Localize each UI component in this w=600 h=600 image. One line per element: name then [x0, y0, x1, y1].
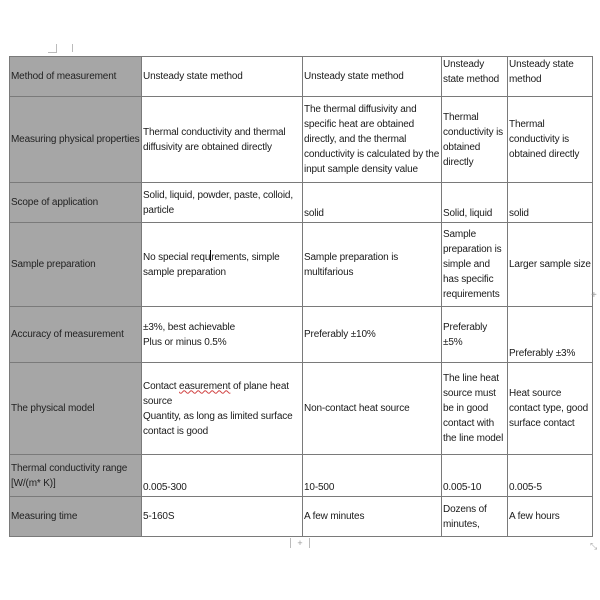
table-cell[interactable]: solid	[508, 183, 593, 223]
table-row	[10, 363, 593, 455]
cell-line: Plus or minus 0.5%	[143, 336, 227, 348]
cell-text: Contact	[143, 380, 180, 392]
row-label: Scope of application	[10, 183, 142, 223]
page-corner-mark	[72, 44, 74, 52]
cell-line	[143, 379, 301, 409]
add-column-handle[interactable]: +	[591, 290, 597, 301]
table-cell[interactable]: A few minutes	[303, 497, 442, 537]
table-cell[interactable]	[142, 223, 303, 307]
row-label: Method of measurement	[10, 57, 142, 97]
row-label: Measuring physical properties	[10, 97, 142, 183]
cell-line: Quantity, as long as limited surface contact is good	[143, 410, 293, 437]
row-label: The physical model	[10, 363, 142, 455]
table-cell[interactable]: Thermal conductivity is obtained directly	[442, 97, 508, 183]
cell-text: rements, simple sample preparation	[143, 251, 280, 278]
table-cell[interactable]: Dozens of minutes,	[442, 497, 508, 537]
table-cell[interactable]: Solid, liquid, powder, paste, colloid, particle	[142, 183, 303, 223]
table-cell[interactable]: Thermal conductivity is obtained directly	[508, 97, 593, 183]
table-cell[interactable]: Sample preparation is multifarious	[303, 223, 442, 307]
table-cell[interactable]: Preferably ±5%	[442, 307, 508, 363]
cell-line: ±3%, best achievable	[143, 321, 235, 333]
table-row	[10, 307, 593, 363]
table-cell[interactable]: Preferably ±3%	[508, 307, 593, 363]
table-row	[10, 455, 593, 497]
table-cell[interactable]: The line heat source must be in good contact with the line model	[442, 363, 508, 455]
spelling-error-word[interactable]: easurement	[179, 380, 231, 392]
row-label: Sample preparation	[10, 223, 142, 307]
table-cell[interactable]: Unsteady state method	[142, 57, 303, 97]
cell-text: No special requ	[143, 251, 211, 263]
table-cell[interactable]: The thermal diffusivity and specific heat are obtained directly, and the thermal conductivity is calculated by the input sample density value	[303, 97, 442, 183]
table-cell[interactable]: Larger sample size	[508, 223, 593, 307]
table-cell[interactable]: Heat source contact type, good surface contact	[508, 363, 593, 455]
table-row	[10, 57, 593, 97]
table-cell[interactable]: solid	[303, 183, 442, 223]
table-row	[10, 183, 593, 223]
row-label: Accuracy of measurement	[10, 307, 142, 363]
add-row-handle[interactable]: +	[290, 538, 310, 548]
table-cell[interactable]: 5-160S	[142, 497, 303, 537]
table-cell[interactable]	[142, 363, 303, 455]
table-cell[interactable]: Preferably ±10%	[303, 307, 442, 363]
row-label: Measuring time	[10, 497, 142, 537]
table-cell[interactable]: Unsteady state method	[303, 57, 442, 97]
table-cell[interactable]: 0.005-5	[508, 455, 593, 497]
table-cell[interactable]: Unsteady state method	[442, 57, 508, 97]
table-cell[interactable]: Sample preparation is simple and has specific requirements	[442, 223, 508, 307]
comparison-table	[9, 56, 593, 537]
table-cell[interactable]: 10-500	[303, 455, 442, 497]
table-row	[10, 223, 593, 307]
table-cell[interactable]: A few hours	[508, 497, 593, 537]
table-cell[interactable]	[142, 307, 303, 363]
table-cell[interactable]: Solid, liquid	[442, 183, 508, 223]
table-row	[10, 497, 593, 537]
table-cell[interactable]: 0.005-300	[142, 455, 303, 497]
table-cell[interactable]: 0.005-10	[442, 455, 508, 497]
table-resize-handle[interactable]: ⤡	[590, 541, 598, 551]
cell-text: of plane heat source	[143, 380, 289, 407]
table-cell[interactable]: Thermal conductivity and thermal diffusivity are obtained directly	[142, 97, 303, 183]
row-label: Thermal conductivity range [W/(m* K)]	[10, 455, 142, 497]
table-cell[interactable]: Non-contact heat source	[303, 363, 442, 455]
table-row	[10, 97, 593, 183]
page-corner-mark	[48, 44, 57, 53]
table-cell[interactable]: Unsteady state method	[508, 57, 593, 97]
